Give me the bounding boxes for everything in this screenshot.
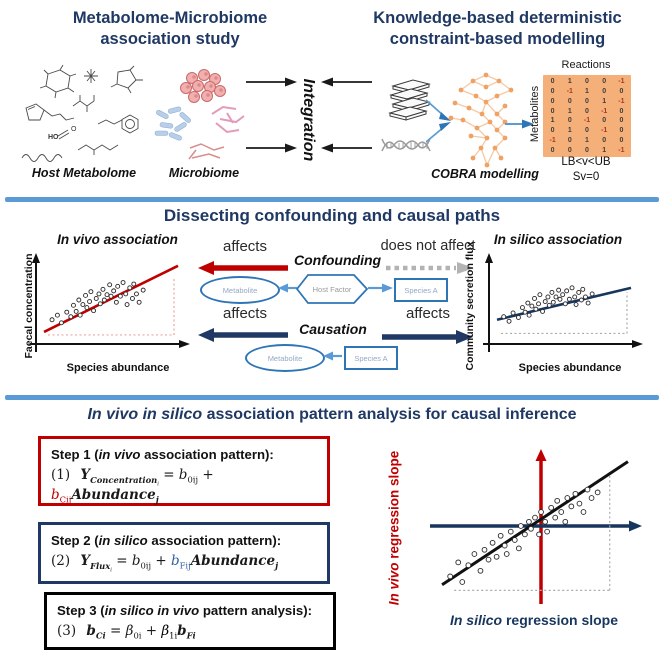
causation-affects-right-label: affects	[406, 305, 450, 322]
step2-header	[51, 533, 317, 548]
b-flux-term: b	[177, 623, 187, 639]
step2-header-italic: in silico	[98, 533, 148, 548]
slope-sub: 1i	[169, 630, 178, 641]
slope-plot-ylabel	[387, 451, 402, 606]
top-panel	[0, 0, 664, 197]
metabolite-node	[200, 276, 280, 304]
species-a-node	[344, 346, 398, 370]
slope-term: b	[170, 553, 180, 569]
metabolite-node-label: Metabolite	[222, 285, 258, 295]
blue-arrow-right-icon	[368, 282, 394, 294]
arrow-left-icon	[320, 142, 374, 154]
abundance-sub: j	[155, 495, 159, 506]
host-metabolome-label: Host Metabolome	[31, 166, 137, 180]
equals-sign: =	[116, 553, 128, 569]
step1-header	[51, 447, 317, 462]
step3-header-post: pattern analysis):	[199, 603, 313, 618]
metabolites-header: Metabolites	[529, 85, 541, 143]
step2-header-pre: Step 2 (	[51, 533, 99, 548]
species-a-node-label: Species A	[354, 353, 388, 363]
navy-affects-arrow-right-icon	[380, 328, 475, 346]
step2-equation	[51, 553, 317, 573]
bottom-panel-title	[0, 406, 664, 424]
invivo-plot-title: In vivo association	[57, 232, 178, 247]
step1-box	[38, 436, 330, 506]
bottom-panel	[0, 400, 664, 664]
slope-plot-ylabel-rest: regression slope	[386, 450, 402, 563]
step1-equation	[51, 467, 317, 505]
blue-arrow-left-icon	[277, 282, 297, 294]
metabolite-node	[245, 344, 325, 372]
invivo-ylabel: Faecal concentration	[23, 253, 35, 359]
step3-header	[57, 603, 323, 618]
insilico-plot-title: In silico association	[493, 232, 623, 247]
intercept-term: b	[178, 467, 188, 483]
gray-dashed-arrow-icon	[384, 260, 476, 276]
intercept-sub: 0i	[133, 630, 142, 641]
step1-header-italic: in vivo	[98, 447, 141, 462]
equation-lhs-subsub: i	[110, 567, 112, 574]
equation-lhs: b	[86, 623, 96, 639]
step3-header-pre: Step 3 (	[57, 603, 105, 618]
host-factor-node-label: Host Factor	[312, 285, 352, 294]
does-not-affect-label: does not affect	[380, 238, 476, 254]
cobra-modelling-label: COBRA modelling	[431, 167, 539, 181]
step2-header-post: association pattern):	[147, 533, 282, 548]
invivo-scatter-plot	[22, 250, 194, 360]
stoichiometric-matrix: 0 1 0 0 -1 0 -1 1 0 0 0 0 0 1 -1 0 1 0 -1 0 1 0 -1 0 0 0 1 0 -1 0 -1 0 1 0 0 0 0 0 1 -1	[543, 75, 631, 157]
abundance-term: Abundance	[71, 487, 156, 504]
step3-header-italic: in silico in vivo	[104, 603, 200, 618]
step3-box	[44, 592, 336, 650]
right-panel-title	[340, 8, 655, 50]
right-panel-title-line1: Knowledge-based deterministic	[373, 9, 622, 27]
equation-number: (3)	[57, 623, 77, 639]
navy-affects-arrow-left-icon	[196, 326, 291, 344]
equation-lhs: Y	[80, 467, 91, 483]
plus-sign: +	[202, 467, 214, 483]
step2-box	[38, 522, 330, 584]
slope-plot-ylabel-italic: In vivo	[386, 562, 402, 606]
slope-sub: Cij	[59, 495, 72, 506]
slope-plot-xlabel-italic: In silico	[449, 612, 503, 628]
slope-sub: Fij	[179, 560, 191, 571]
slope-term: β	[161, 623, 170, 639]
species-a-node	[394, 278, 448, 302]
confounding-label: Confounding	[294, 252, 382, 268]
step1-header-post: association pattern):	[140, 447, 274, 462]
left-panel-title	[10, 8, 330, 50]
host-metabolome-illustration	[18, 62, 150, 166]
step1-header-pre: Step 1 (	[51, 447, 99, 462]
right-panel-title-line2: constraint-based modelling	[389, 30, 606, 49]
bottom-title-rest: association pattern analysis for causal inference	[202, 406, 577, 423]
slope-plot-xlabel-rest: regression slope	[502, 612, 619, 628]
plus-sign: +	[155, 553, 167, 569]
microbiome-illustration	[152, 66, 256, 166]
arrow-left-icon	[320, 76, 374, 88]
slope-plot-xlabel	[428, 612, 640, 628]
flux-bounds-constraint: LB<v<UB	[561, 156, 611, 168]
red-affects-arrow-icon	[196, 259, 291, 277]
plus-sign: +	[145, 623, 158, 639]
middle-panel	[0, 202, 664, 395]
species-a-node-label: Species A	[404, 285, 438, 295]
abundance-sub: j	[275, 560, 279, 571]
intercept-sub: 0ij	[187, 474, 199, 485]
intercept-term: b	[131, 553, 141, 569]
slope-term: b	[51, 487, 60, 504]
host-factor-node	[296, 274, 368, 304]
middle-panel-title: Dissecting confounding and causal paths	[163, 206, 501, 225]
integration-label: Integration	[300, 78, 317, 162]
equals-sign: =	[163, 467, 175, 483]
equation-lhs: Y	[80, 553, 91, 569]
insilico-xlabel: Species abundance	[518, 362, 622, 374]
equation-number: (1)	[51, 467, 71, 483]
slope-scatter-plot	[420, 446, 648, 608]
insilico-scatter-plot	[475, 250, 647, 360]
left-panel-title-line2: association study	[100, 30, 240, 49]
chem-ho-label: HO	[48, 134, 59, 141]
causation-label: Causation	[299, 321, 367, 337]
invivo-xlabel: Species abundance	[66, 362, 170, 374]
confounding-affects-label: affects	[223, 238, 267, 255]
blue-arrow-left-icon	[322, 350, 342, 362]
insilico-ylabel: Community secretion flux	[464, 241, 476, 371]
b-flux-sub: Fi	[186, 630, 196, 641]
reactions-header: Reactions	[561, 59, 611, 71]
bottom-title-italic: In vivo in silico	[87, 406, 203, 423]
chem-o-label: O	[71, 126, 77, 133]
left-panel-title-line1: Metabolome-Microbiome	[72, 9, 268, 27]
equation-lhs-sub: Concentration	[90, 474, 158, 485]
arrow-right-icon	[244, 76, 298, 88]
abundance-term: Abundance	[190, 553, 276, 569]
metabolite-node-label: Metabolite	[267, 353, 303, 363]
intercept-term: β	[125, 623, 134, 639]
equation-lhs-sub: Flux	[90, 560, 111, 571]
steady-state-constraint: Sv=0	[572, 171, 600, 183]
equation-lhs-sub: Ci	[95, 630, 106, 641]
equation-lhs-subsub: i	[157, 481, 159, 488]
microbiome-label: Microbiome	[168, 166, 240, 180]
equals-sign: =	[110, 623, 122, 639]
intercept-sub: 0ij	[140, 560, 152, 571]
equation-number: (2)	[51, 553, 71, 569]
arrow-right-icon	[244, 142, 298, 154]
step3-equation	[57, 623, 323, 641]
causation-affects-left-label: affects	[223, 305, 267, 322]
